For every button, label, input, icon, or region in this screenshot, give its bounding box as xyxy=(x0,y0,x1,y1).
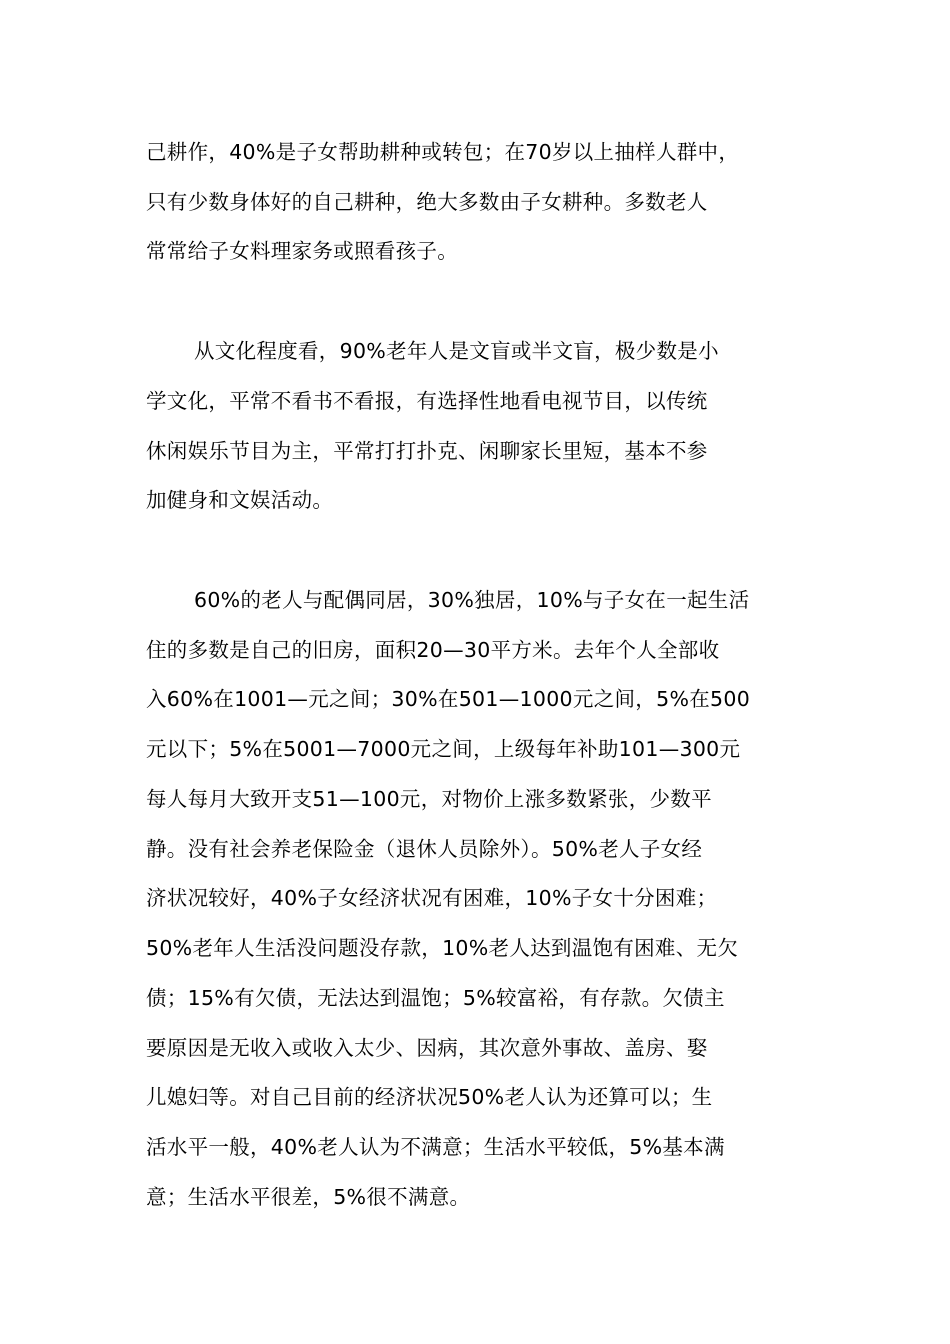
paragraph-2-line-4: 加健身和文娱活动。 xyxy=(146,488,334,512)
paragraph-3-line-13: 意；生活水平很差，5%很不满意。 xyxy=(146,1185,471,1209)
paragraph-3-line-4: 元以下；5%在5001—7000元之间，上级每年补助101—300元 xyxy=(146,737,741,761)
paragraph-3-line-5: 每人每月大致开支51—100元，对物价上涨多数紧张，少数平 xyxy=(146,787,712,811)
paragraph-3-line-8: 50%老年人生活没问题没存款，10%老人达到温饱有困难、无欠 xyxy=(146,936,739,960)
paragraph-3-line-3: 入60%在1001—元之间；30%在501—1000元之间，5%在500 xyxy=(146,687,751,711)
paragraph-1-line-2: 只有少数身体好的自己耕种，绝大多数由子女耕种。多数老人 xyxy=(146,190,708,214)
paragraph-2-line-2: 学文化，平常不看书不看报，有选择性地看电视节目，以传统 xyxy=(146,389,708,413)
paragraph-1-line-1: 己耕作，40%是子女帮助耕种或转包；在70岁以上抽样人群中， xyxy=(146,140,740,164)
paragraph-3-line-1: 60%的老人与配偶同居，30%独居，10%与子女在一起生活 xyxy=(194,588,750,612)
paragraph-3-line-2: 住的多数是自己的旧房，面积20—30平方米。去年个人全部收 xyxy=(146,638,720,662)
paragraph-3-line-11: 儿媳妇等。对自己目前的经济状况50%老人认为还算可以；生 xyxy=(146,1085,713,1109)
paragraph-3-line-10: 要原因是无收入或收入太少、因病，其次意外事故、盖房、娶 xyxy=(146,1036,708,1060)
paragraph-3-line-12: 活水平一般，40%老人认为不满意；生活水平较低，5%基本满 xyxy=(146,1135,725,1159)
paragraph-1-line-3: 常常给子女料理家务或照看孩子。 xyxy=(146,239,458,263)
paragraph-2-line-1: 从文化程度看，90%老年人是文盲或半文盲，极少数是小 xyxy=(194,339,719,363)
paragraph-2-line-3: 休闲娱乐节目为主，平常打打扑克、闲聊家长里短，基本不参 xyxy=(146,439,708,463)
paragraph-3-line-6: 静。没有社会养老保险金（退休人员除外）。50%老人子女经 xyxy=(146,837,703,861)
paragraph-3-line-9: 债；15%有欠债，无法达到温饱；5%较富裕，有存款。欠债主 xyxy=(146,986,725,1010)
paragraph-3-line-7: 济状况较好，40%子女经济状况有困难，10%子女十分困难； xyxy=(146,886,718,910)
